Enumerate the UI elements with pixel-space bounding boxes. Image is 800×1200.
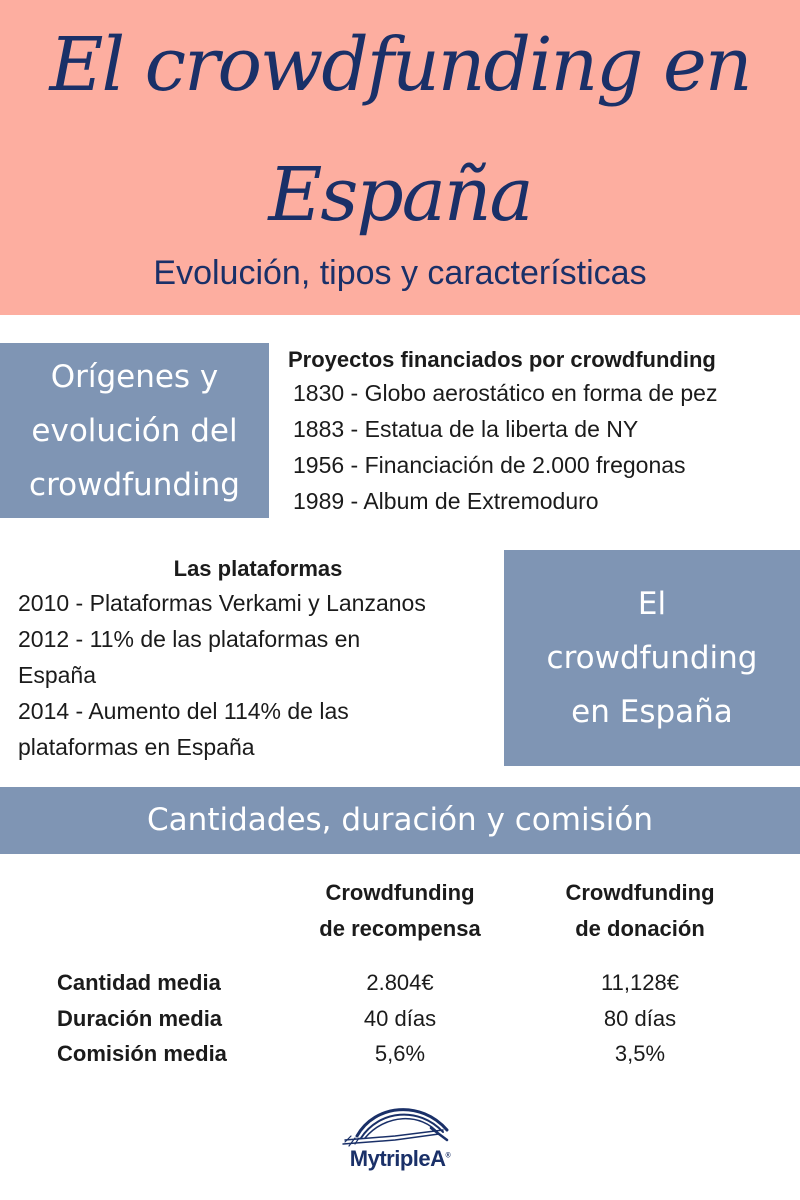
list-item: 1989 - Album de Extremoduro <box>293 488 599 514</box>
list-item: 1830 - Globo aerostático en forma de pez <box>293 380 718 406</box>
page-title-line1: El crowdfunding en <box>49 22 751 108</box>
page-title-line2: España <box>268 152 532 238</box>
list-item: 2012 - 11% de las plataformas en España <box>18 626 361 688</box>
table-row <box>0 1001 800 1037</box>
registered-mark: ® <box>445 1152 451 1160</box>
column-header-line: Crowdfunding <box>325 880 475 905</box>
list-item: 1883 - Estatua de la liberta de NY <box>293 416 639 442</box>
column-header-donation <box>530 875 750 947</box>
funded-projects-section <box>288 345 798 519</box>
row-label: Comisión media <box>57 1041 227 1066</box>
list-item: 1956 - Financiación de 2.000 fregonas <box>293 452 686 478</box>
bridge-arch-icon <box>335 1100 465 1150</box>
column-header-reward <box>290 875 510 947</box>
row-label: Duración media <box>57 1006 223 1031</box>
page-subtitle: Evolución, tipos y características <box>153 254 647 292</box>
spain-label-box <box>504 550 800 766</box>
column-header-line: de donación <box>575 916 705 941</box>
platforms-heading: Las plataformas <box>173 556 343 581</box>
origins-label-line: Orígenes y <box>50 358 219 395</box>
origins-label-line: evolución del <box>31 412 238 449</box>
reward-value: 2.804€ <box>366 970 434 995</box>
donation-value: 80 días <box>603 1006 677 1031</box>
donation-value: 11,128€ <box>601 970 679 995</box>
spain-label-line: El <box>637 586 667 622</box>
table-row <box>0 965 800 1001</box>
reward-value: 5,6% <box>374 1041 426 1066</box>
logo-name: MytripleA <box>349 1146 446 1171</box>
reward-value: 40 días <box>363 1006 437 1031</box>
header-banner <box>0 0 800 315</box>
logo-wordmark <box>335 1146 465 1172</box>
origins-label-box <box>0 343 269 518</box>
list-item: 2010 - Plataformas Verkami y Lanzanos <box>18 590 426 616</box>
spain-label-line: en España <box>571 694 733 730</box>
platforms-section <box>18 553 498 765</box>
row-label: Cantidad media <box>57 970 221 995</box>
mytriplea-logo <box>335 1100 465 1180</box>
column-header-line: de recompensa <box>319 916 481 941</box>
funded-projects-heading: Proyectos financiados por crowdfunding <box>288 347 716 372</box>
table-row <box>0 1036 800 1072</box>
column-header-line: Crowdfunding <box>565 880 715 905</box>
list-item: 2014 - Aumento del 114% de las plataformas en España <box>18 698 349 760</box>
origins-label-line: crowdfunding <box>29 466 240 503</box>
donation-value: 3,5% <box>614 1041 666 1066</box>
comparison-band-title: Cantidades, duración y comisión <box>0 787 800 854</box>
spain-label-line: crowdfunding <box>546 640 758 676</box>
